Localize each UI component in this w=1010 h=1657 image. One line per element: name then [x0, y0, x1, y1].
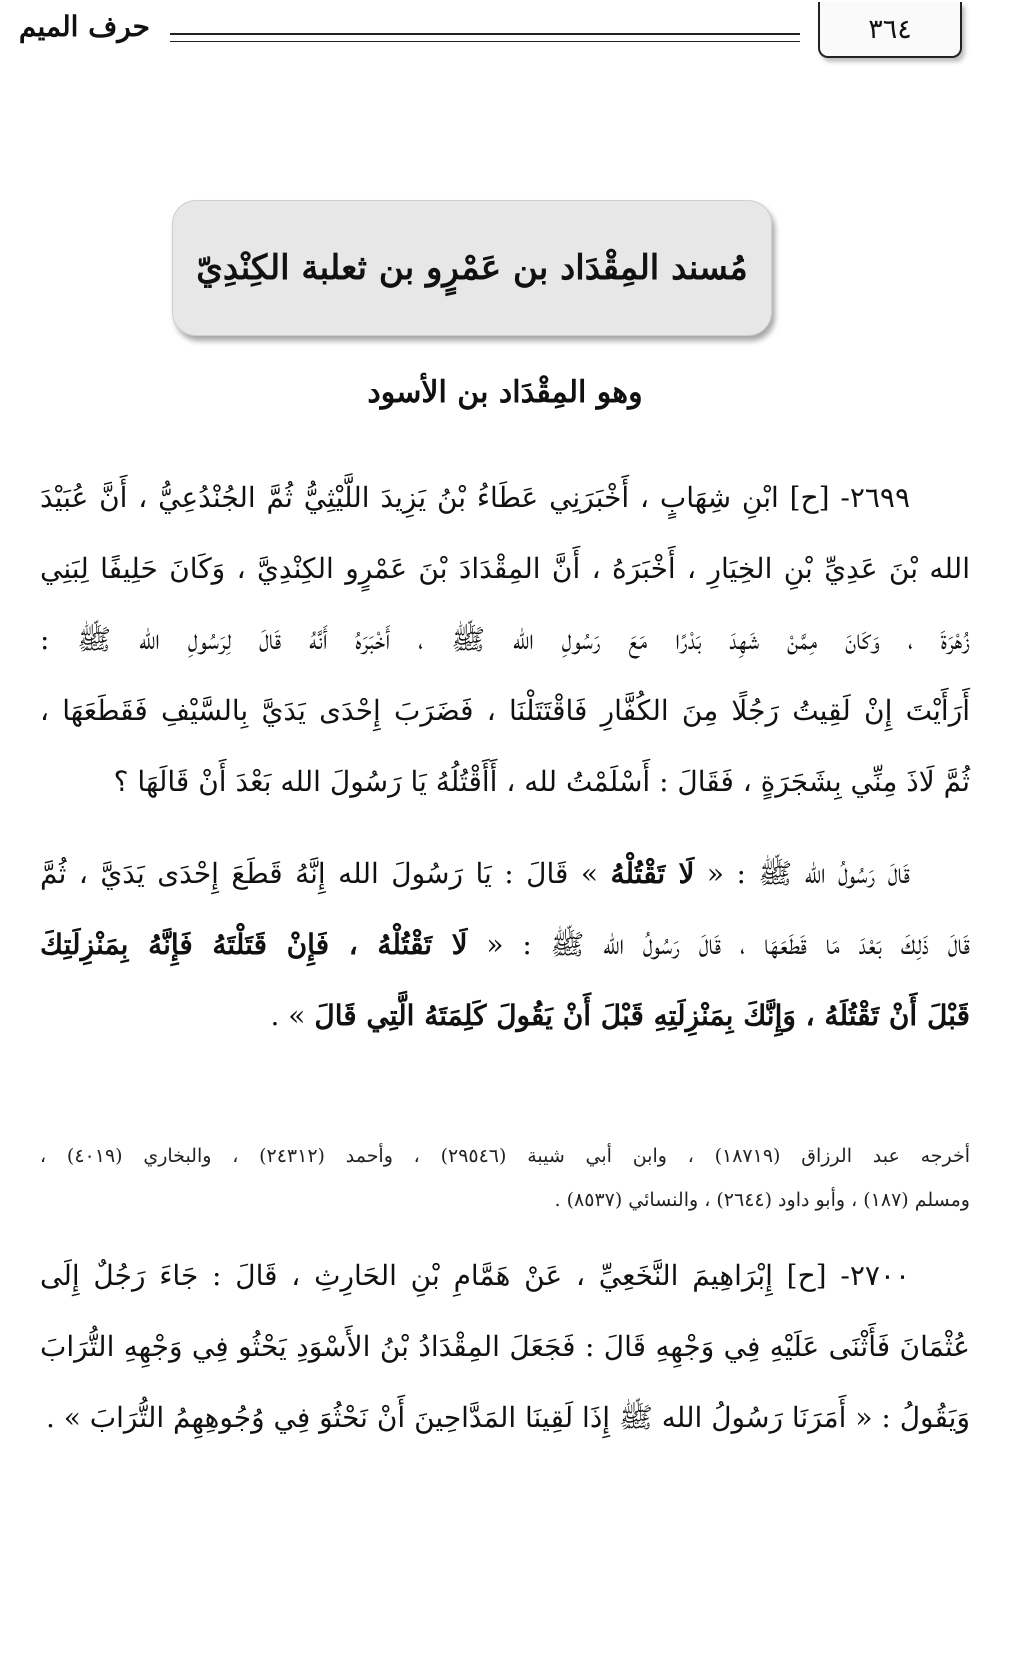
- hadith-line: [40, 980, 970, 1051]
- prophet-saying: لَا تَقْتُلْهُ ، فَإِنْ قَتَلْتَهُ فَإِنَّهُ بِمَنْزِلَتِكَ: [40, 928, 468, 961]
- hadith-line: أَرَأَيْتَ إِنْ لَقِيتُ رَجُلًا مِنَ الكُفَّارِ فَاقْتَتَلْنَا ، فَضَرَبَ إِحْدَى يَدَيَّ بِالسَّيْفِ فَقَطَعَهَا ،: [40, 694, 970, 727]
- reply-text: قَالَ ذَلِكَ بَعْدَ مَا قَطَعَهَا ، قَالَ رَسُولُ الله ﷺ : «: [467, 928, 971, 961]
- hadith-line: الله بْنَ عَدِيِّ بْنِ الخِيَارِ ، أَخْبَرَهُ ، أَنَّ المِقْدَادَ بْنَ عَمْرٍو الكِنْدِيَّ ، وَكَانَ حَلِيفًا لِبَنِي: [40, 552, 970, 585]
- takhrij-line: أخرجه عبد الرزاق (١٨٧١٩) ، وابن أبي شيبة (٢٩٥٤٦) ، وأحمد (٢٤٣١٢) ، والبخاري (٤٠١٩) ،: [40, 1145, 971, 1167]
- reply-text: » .: [270, 999, 315, 1032]
- chapter-title: حرف الميم: [18, 10, 150, 43]
- reply-text: » قَالَ : يَا رَسُولَ الله إِنَّهُ قَطَعَ إِحْدَى يَدَيَّ ، ثُمَّ: [40, 857, 611, 890]
- hadith-2700: [40, 1240, 970, 1453]
- hadith-line: [40, 909, 970, 980]
- section-subtitle: وهو المِقْدَاد بن الأسود: [367, 375, 643, 410]
- takhrij-2699: [40, 1134, 970, 1222]
- hadith-line: ٢٧٠٠- [ح] إِبْرَاهِيمَ النَّخَعِيِّ ، عَنْ هَمَّامِ بْنِ الحَارِثِ ، قَالَ : جَاءَ رَجُلٌ إِلَى: [40, 1259, 910, 1292]
- hadith-line: ٢٦٩٩- [ح] ابْنِ شِهَابٍ ، أَخْبَرَنِي عَطَاءُ بْنُ يَزِيدَ اللَّيْثِيُّ ثُمَّ الجُنْدُعِيُّ ، أَنَّ عُبَيْدَ: [40, 481, 910, 514]
- header-rule: [170, 33, 800, 42]
- section-title: مُسند المِقْدَاد بن عَمْرٍو بن ثعلبة الكِنْدِيّ: [196, 248, 748, 288]
- prophet-saying: قَبْلَ أَنْ تَقْتُلَهُ ، وَإِنَّكَ بِمَنْزِلَتِهِ قَبْلَ أَنْ يَقُولَ كَلِمَتَهُ الَّتِي قَالَ: [314, 999, 970, 1032]
- section-title-box: [172, 200, 772, 336]
- hadith-2699: [40, 462, 970, 817]
- hadith-line: وَيَقُولُ : « أَمَرَنَا رَسُولُ الله ﷺ إِذَا لَقِينَا المَدَّاحِينَ أَنْ نَحْثُوَ فِي وُجُوهِهِمُ التُّرَابَ » .: [45, 1401, 970, 1434]
- hadith-line: عُثْمَانَ فَأَثْنَى عَلَيْهِ فِي وَجْهِهِ قَالَ : فَجَعَلَ المِقْدَادُ بْنُ الأَسْوَدِ يَحْثُو فِي وَجْهِهِ التُّرَابَ: [40, 1330, 970, 1363]
- page-number: ٣٦٤: [818, 2, 962, 58]
- hadith-line: [40, 838, 970, 909]
- hadith-line: زُهْرَةَ ، وَكَانَ مِمَّنْ شَهِدَ بَدْرًا مَعَ رَسُولِ الله ﷺ ، أَخْبَرَهُ أَنَّهُ قَالَ لِرَسُولِ الله ﷺ :: [40, 623, 970, 656]
- hadith-2699-reply: [40, 838, 970, 1051]
- hadith-line: ثُمَّ لَاذَ مِنِّي بِشَجَرَةٍ ، فَقَالَ : أَسْلَمْتُ لله ، أَأَقْتُلُهُ يَا رَسُولَ الله بَعْدَ أَنْ قَالَهَا ؟: [113, 765, 970, 798]
- reply-text: قَالَ رَسُولُ الله ﷺ : «: [694, 857, 911, 890]
- takhrij-line: ومسلم (١٨٧) ، وأبو داود (٢٦٤٤) ، والنسائي (٨٥٣٧) .: [554, 1189, 970, 1211]
- prophet-saying: لَا تَقْتُلْهُ: [610, 857, 695, 890]
